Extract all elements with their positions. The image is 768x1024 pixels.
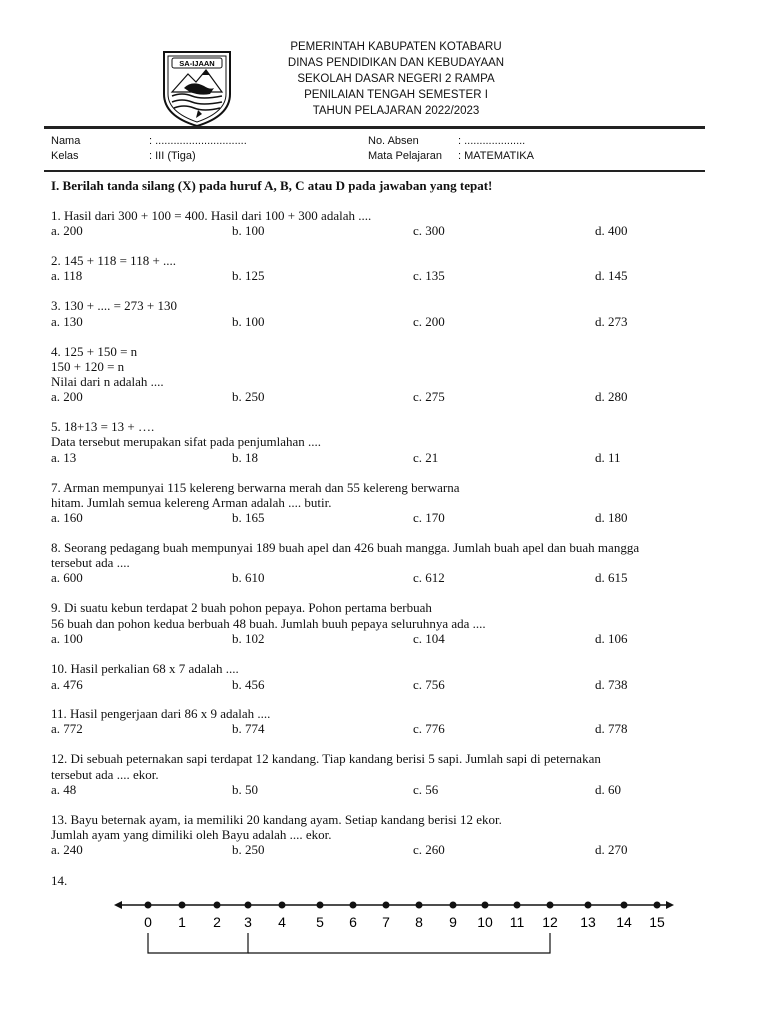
question-13-line-2: Jumlah ayam yang dimiliki oleh Bayu adalah .... ekor.	[51, 827, 332, 842]
number-line-bracket-second	[248, 933, 550, 953]
nama-label: Nama	[51, 135, 81, 147]
option-9d[interactable]: d. 106	[595, 631, 628, 646]
number-line-label-0: 0	[144, 914, 152, 930]
number-line-point-0	[145, 902, 152, 909]
header-rule-bottom	[44, 170, 705, 172]
option-12a[interactable]: a. 48	[51, 782, 77, 797]
option-11d[interactable]: d. 778	[595, 721, 628, 736]
question-9-line-1: 9. Di suatu kebun terdapat 2 buah pohon pepaya. Pohon pertama berbuah	[51, 600, 432, 615]
number-line-point-14	[621, 902, 628, 909]
question-4-line-2: 150 + 120 = n	[51, 359, 125, 374]
number-line-arrow-left	[114, 901, 122, 909]
question-5-line-1: 5. 18+13 = 13 + ….	[51, 419, 155, 434]
option-7d[interactable]: d. 180	[595, 510, 628, 525]
kelas-label: Kelas	[51, 150, 79, 162]
option-10d[interactable]: d. 738	[595, 677, 628, 692]
number-line-point-4	[279, 902, 286, 909]
option-7a[interactable]: a. 160	[51, 510, 83, 525]
number-line-point-12	[547, 902, 554, 909]
number-line-point-10	[482, 902, 489, 909]
option-1b[interactable]: b. 100	[232, 223, 265, 238]
question-2: 2. 145 + 118 = 118 + ....	[51, 253, 177, 268]
number-line-point-2	[214, 902, 221, 909]
option-3c[interactable]: c. 200	[413, 314, 445, 329]
number-line-label-8: 8	[415, 914, 423, 930]
number-line-label-6: 6	[349, 914, 357, 930]
option-9c[interactable]: c. 104	[413, 631, 445, 646]
option-13b[interactable]: b. 250	[232, 842, 265, 857]
option-3d[interactable]: d. 273	[595, 314, 628, 329]
mapel-value: : MATEMATIKA	[458, 150, 534, 162]
question-8-line-2: tersebut ada ....	[51, 555, 130, 570]
school-logo	[158, 48, 236, 128]
option-8d[interactable]: d. 615	[595, 570, 628, 585]
header-line-4: PENILAIAN TENGAH SEMESTER I	[304, 89, 488, 101]
number-line-point-15	[654, 902, 661, 909]
option-2a[interactable]: a. 118	[51, 268, 83, 283]
number-line-point-7	[383, 902, 390, 909]
option-8a[interactable]: a. 600	[51, 570, 83, 585]
question-11: 11. Hasil pengerjaan dari 86 x 9 adalah ....	[51, 706, 271, 721]
number-line-point-5	[317, 902, 324, 909]
question-7-line-1: 7. Arman mempunyai 115 kelereng berwarna merah dan 55 kelereng berwarna	[51, 480, 460, 495]
option-3a[interactable]: a. 130	[51, 314, 83, 329]
header-line-2: DINAS PENDIDIKAN DAN KEBUDAYAAN	[287, 57, 505, 69]
option-9a[interactable]: a. 100	[51, 631, 83, 646]
header-line-5: TAHUN PELAJARAN 2022/2023	[312, 105, 480, 117]
option-5a[interactable]: a. 13	[51, 450, 77, 465]
option-4c[interactable]: c. 275	[413, 389, 445, 404]
number-line-label-14: 14	[616, 914, 632, 930]
option-10a[interactable]: a. 476	[51, 677, 83, 692]
option-13a[interactable]: a. 240	[51, 842, 83, 857]
question-14: 14.	[51, 873, 68, 888]
number-line-label-3: 3	[244, 914, 252, 930]
option-11c[interactable]: c. 776	[413, 721, 445, 736]
option-5d[interactable]: d. 11	[595, 450, 621, 465]
header-line-3: SEKOLAH DASAR NEGERI 2 RAMPA	[297, 73, 495, 85]
number-line-label-15: 15	[649, 914, 665, 930]
option-11b[interactable]: b. 774	[232, 721, 265, 736]
option-4a[interactable]: a. 200	[51, 389, 83, 404]
number-line-label-11: 11	[509, 914, 525, 930]
question-10: 10. Hasil perkalian 68 x 7 adalah ....	[51, 661, 239, 676]
number-line-label-10: 10	[477, 914, 493, 930]
option-4d[interactable]: d. 280	[595, 389, 628, 404]
number-line-point-11	[514, 902, 521, 909]
number-line-point-13	[585, 902, 592, 909]
question-1: 1. Hasil dari 300 + 100 = 400. Hasil dari 100 + 300 adalah ....	[51, 208, 372, 223]
option-3b[interactable]: b. 100	[232, 314, 265, 329]
nama-field[interactable]: : ..............................	[149, 135, 247, 147]
question-4-line-3: Nilai dari n adalah ....	[51, 374, 164, 389]
option-2d[interactable]: d. 145	[595, 268, 628, 283]
number-line-point-6	[350, 902, 357, 909]
mapel-label: Mata Pelajaran	[368, 150, 442, 162]
absen-field[interactable]: : ....................	[458, 135, 526, 147]
instruction: I. Berilah tanda silang (X) pada huruf A, B, C atau D pada jawaban yang tepat!	[51, 178, 493, 193]
number-line-point-3	[245, 902, 252, 909]
option-4b[interactable]: b. 250	[232, 389, 265, 404]
number-line-label-12: 12	[542, 914, 558, 930]
option-1a[interactable]: a. 200	[51, 223, 83, 238]
header-line-1: PEMERINTAH KABUPATEN KOTABARU	[290, 41, 502, 53]
option-13c[interactable]: c. 260	[413, 842, 445, 857]
number-line-label-1: 1	[178, 914, 186, 930]
option-10c[interactable]: c. 756	[413, 677, 445, 692]
number-line-label-9: 9	[449, 914, 457, 930]
option-12c[interactable]: c. 56	[413, 782, 439, 797]
question-5-line-2: Data tersebut merupakan sifat pada penjumlahan ....	[51, 434, 322, 449]
number-line-label-4: 4	[278, 914, 286, 930]
option-12d[interactable]: d. 60	[595, 782, 621, 797]
option-2c[interactable]: c. 135	[413, 268, 445, 283]
option-5c[interactable]: c. 21	[413, 450, 439, 465]
number-line-label-5: 5	[316, 914, 324, 930]
option-10b[interactable]: b. 456	[232, 677, 265, 692]
number-line	[110, 885, 680, 965]
question-12-line-2: tersebut ada .... ekor.	[51, 767, 159, 782]
question-4-line-1: 4. 125 + 150 = n	[51, 344, 138, 359]
question-8-line-1: 8. Seorang pedagang buah mempunyai 189 buah apel dan 426 buah mangga. Jumlah buah apel dan buah mangga	[51, 540, 640, 555]
option-7b[interactable]: b. 165	[232, 510, 265, 525]
kelas-value: : III (Tiga)	[149, 150, 196, 162]
option-12b[interactable]: b. 50	[232, 782, 258, 797]
option-1c[interactable]: c. 300	[413, 223, 445, 238]
number-line-point-9	[450, 902, 457, 909]
option-11a[interactable]: a. 772	[51, 721, 83, 736]
option-8b[interactable]: b. 610	[232, 570, 265, 585]
logo-text: SA-IJAAN	[179, 59, 215, 68]
option-13d[interactable]: d. 270	[595, 842, 628, 857]
option-7c[interactable]: c. 170	[413, 510, 445, 525]
number-line-arrow-right	[666, 901, 674, 909]
question-3: 3. 130 + .... = 273 + 130	[51, 298, 177, 313]
number-line-label-2: 2	[213, 914, 221, 930]
number-line-label-7: 7	[382, 914, 390, 930]
number-line-point-8	[416, 902, 423, 909]
option-9b[interactable]: b. 102	[232, 631, 265, 646]
question-13-line-1: 13. Bayu beternak ayam, ia memiliki 20 kandang ayam. Setiap kandang berisi 12 ekor.	[51, 812, 502, 827]
number-line-bracket-first	[148, 933, 248, 953]
number-line-point-1	[179, 902, 186, 909]
option-2b[interactable]: b. 125	[232, 268, 265, 283]
question-9-line-2: 56 buah dan pohon kedua berbuah 48 buah. Jumlah buuh pepaya seluruhnya ada ....	[51, 616, 486, 631]
option-1d[interactable]: d. 400	[595, 223, 628, 238]
absen-label: No. Absen	[368, 135, 419, 147]
number-line-label-13: 13	[580, 914, 596, 930]
header-rule-top	[44, 126, 705, 129]
option-8c[interactable]: c. 612	[413, 570, 445, 585]
option-5b[interactable]: b. 18	[232, 450, 258, 465]
question-7-line-2: hitam. Jumlah semua kelereng Arman adalah .... butir.	[51, 495, 332, 510]
question-12-line-1: 12. Di sebuah peternakan sapi terdapat 12 kandang. Tiap kandang berisi 5 sapi. Jumlah sapi di peternakan	[51, 751, 601, 766]
